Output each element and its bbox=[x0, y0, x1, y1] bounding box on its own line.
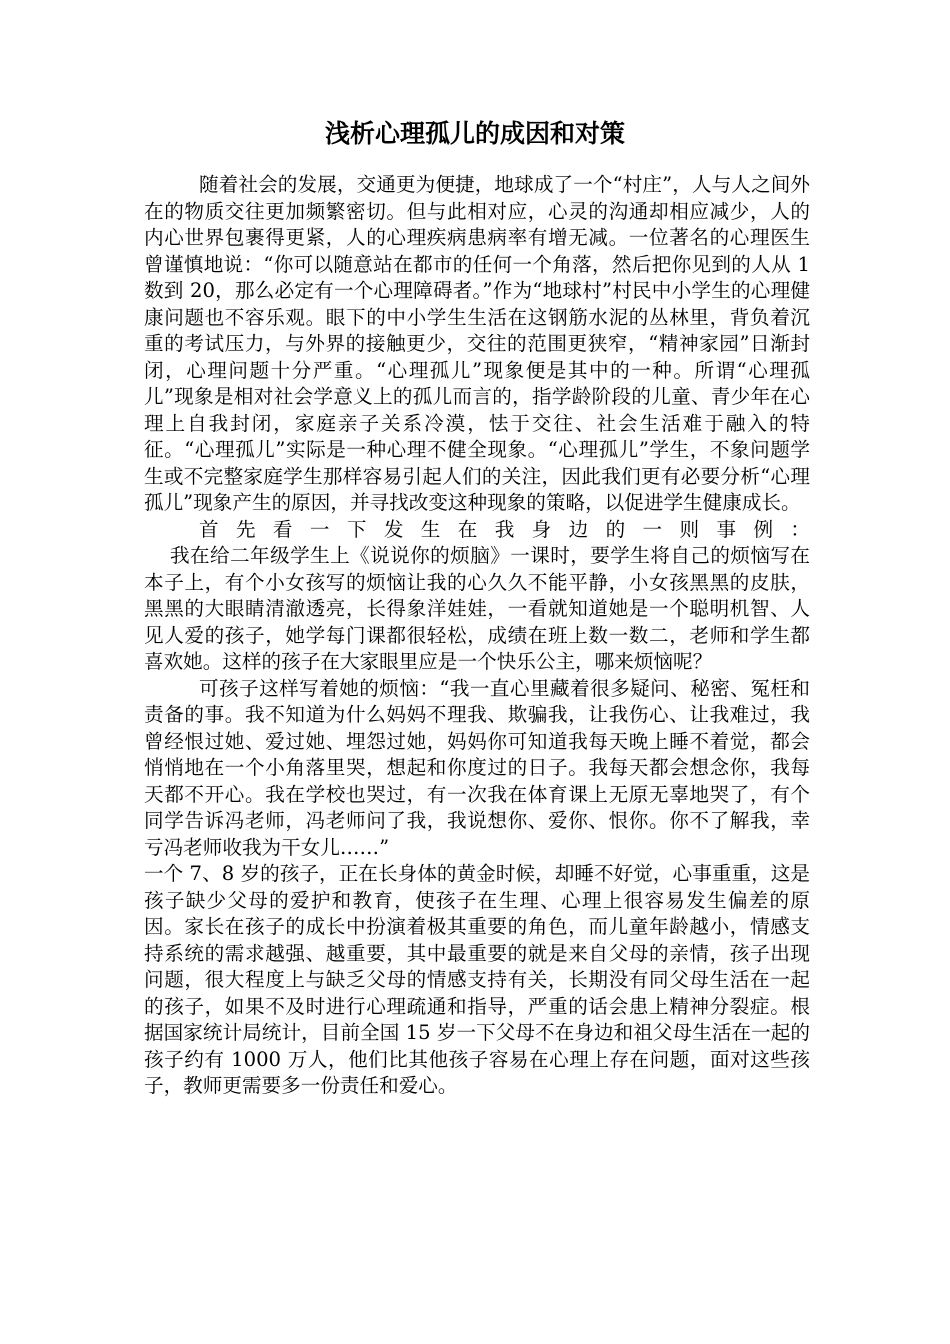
paragraph-example-lead: 首先看一下发生在我身边的一则事例： bbox=[199, 517, 810, 541]
paragraph-analysis: 一个 7、8 岁的孩子，正在长身体的黄金时候，却睡不好觉，心事重重，这是孩子缺少父母的爱护和教育，使孩子在生理、心理上很容易发生偏差的原因。家长在孩子的成长中扮演着极其重要的角色，而儿童年龄越小，情感支持系统的需求越强、越重要，其中最重要的就是来自父母的亲情，孩子出现问题，很大程度上与缺乏父母的情感支持有关，长期没有同父母生活在一起的孩子，如果不及时进行心理疏通和指导，严重的话会患上精神分裂症。根据国家统计局统计，目前全国 15 岁一下父母不在身边和祖父母生活在一起的孩子约有 1000 万人，他们比其他孩子容易在心理上存在问题，面对这些孩子，教师更需要多一份责任和爱心。 bbox=[144, 862, 810, 1097]
document-body bbox=[144, 172, 810, 1100]
paragraph-intro: 随着社会的发展，交通更为便捷，地球成了一个“村庄”，人与人之间外在的物质交往更加频繁密切。但与此相对应，心灵的沟通却相应减少，人的内心世界包裹得更紧，人的心理疾病患病率有增无减。一位著名的心理医生曾谨慎地说：“你可以随意站在都市的任何一个角落，然后把你见到的人从 1 数到 20，那么必定有一个心理障碍者。”作为“地球村”村民中小学生的心理健康问题也不容乐观。眼下的中小学生生活在这钢筋水泥的丛林里，背负着沉重的考试压力，与外界的接触更少，交往的范围更狭窄，“精神家园”日渐封闭，心理问题十分严重。“心理孤儿”现象便是其中的一种。所谓“心理孤儿”现象是相对社会学意义上的孤儿而言的，指学龄阶段的儿童、青少年在心理上自我封闭，家庭亲子关系冷漠，怯于交往、社会生活难于融入的特征。“心理孤儿”实际是一种心理不健全现象。“心理孤儿”学生，不象问题学生或不完整家庭学生那样容易引起人们的关注，因此我们更有必要分析“心理孤儿”现象产生的原因，并寻找改变这种现象的策略，以促进学生健康成长。 bbox=[144, 173, 810, 514]
document-title: 浅析心理孤儿的成因和对策 bbox=[324, 119, 625, 148]
paragraph-girl-letter: 可孩子这样写着她的烦恼：“我一直心里藏着很多疑问、秘密、冤枉和责备的事。我不知道为什么妈妈不理我、欺骗我，让我伤心、让我难过，我曾经恨过她、爱过她、埋怨过她，妈妈你可知道我每天晚上睡不着觉，都会悄悄地在一个小角落里哭，想起和你度过的日子。我每天都会想念你，我每天都不开心。我在学校也哭过，有一次我在体育课上无原无辜地哭了，有个同学告诉冯老师，冯老师问了我，我说想你、爱你、恨你。你不了解我，幸亏冯老师收我为干女儿……” bbox=[144, 676, 810, 859]
paragraph-example: 我在给二年级学生上《说说你的烦脑》一课时，要学生将自己的烦恼写在本子上，有个小女孩写的烦恼让我的心久久不能平静，小女孩黑黑的皮肤，黑黑的大眼睛清澈透亮，长得象洋娃娃，一看就知道她是一个聪明机智、人见人爱的孩子，她学每门课都很轻松，成绩在班上数一数二，老师和学生都喜欢她。这样的孩子在大家眼里应是一个快乐公主，哪来烦恼呢？ bbox=[144, 544, 810, 673]
